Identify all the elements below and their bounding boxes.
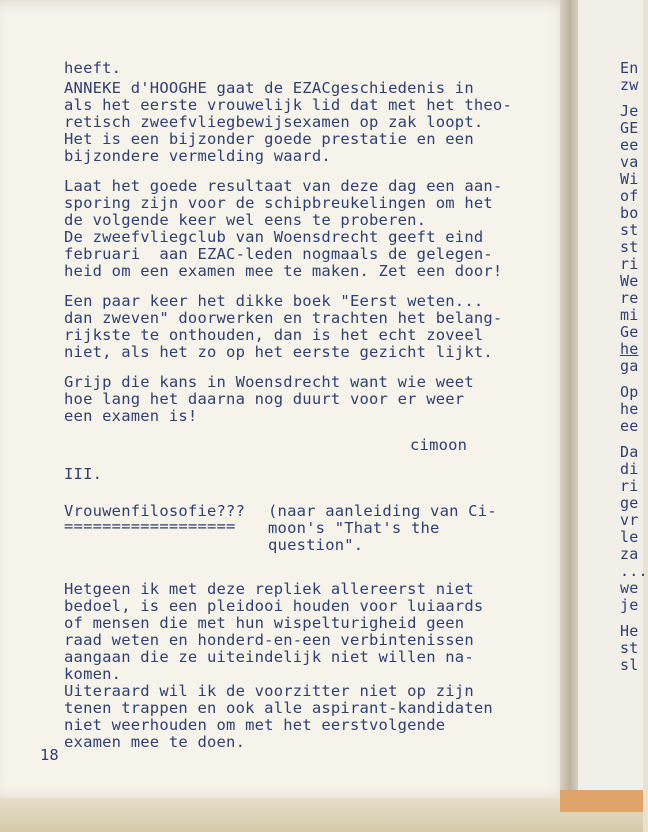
article-note: moon's "That's the	[268, 519, 440, 537]
right-page-fragment: ...	[620, 562, 648, 580]
right-page-fragment: We	[620, 272, 639, 290]
page-number: 18	[40, 746, 59, 764]
text-line: dan zweven" doorwerken en trachten het belang-	[64, 309, 503, 327]
text-line: rijkste te onthouden, dan is het echt zoveel	[64, 326, 484, 344]
right-page-fragment: ri	[620, 477, 639, 495]
right-page-fragment: st	[620, 238, 639, 256]
text-line: Laat het goede resultaat van deze dag een aan-	[64, 177, 503, 195]
right-page-fragment: ga	[620, 357, 639, 375]
right-page-fragment: GE	[620, 119, 639, 137]
right-page-fragment: bo	[620, 204, 639, 222]
right-page-fragment: di	[620, 460, 639, 478]
text-line: examen mee te doen.	[64, 733, 246, 751]
right-page-fragment: ee	[620, 136, 639, 154]
text-line: Een paar keer het dikke boek "Eerst weten...	[64, 292, 484, 310]
text-line: retisch zweefvliegbewijsexamen op zak loopt.	[64, 113, 484, 131]
article-note: (naar aanleiding van Ci-	[268, 502, 497, 520]
text-line: als het eerste vrouwelijk lid dat met het theo-	[64, 96, 512, 114]
right-page-fragment: Wi	[620, 170, 639, 188]
right-page-fragment: vr	[620, 511, 639, 529]
right-page-fragment: sl	[620, 656, 639, 674]
page-bottom-edge	[0, 798, 643, 832]
right-page-fragment: re	[620, 289, 639, 307]
text-line: raad weten en honderd-en-een verbintenissen	[64, 631, 474, 649]
right-page-fragment: st	[620, 639, 639, 657]
text-line: niet, als het zo op het eerste gezicht lijkt.	[64, 343, 493, 361]
text-line: heeft.	[64, 59, 122, 77]
section-number: III.	[64, 465, 103, 483]
right-page-fragment: va	[620, 153, 639, 171]
right-page-fragment: of	[620, 187, 639, 205]
right-page-fragment: za	[620, 545, 639, 563]
right-page-fragment: ri	[620, 255, 639, 273]
text-line: De zweefvliegclub van Woensdrecht geeft eind	[64, 228, 484, 246]
text-line: tenen trappen en ook alle aspirant-kandidaten	[64, 699, 493, 717]
text-line: niet weerhouden om met het eerstvolgende	[64, 716, 446, 734]
text-line: heid om een examen mee te maken. Zet een door!	[64, 262, 503, 280]
article-note: question".	[268, 536, 364, 554]
article-title: Vrouwenfilosofie???	[64, 502, 246, 520]
text-line: Uiteraard wil ik de voorzitter niet op zijn	[64, 682, 474, 700]
right-page-fragment: je	[620, 596, 639, 614]
right-page-fragment: we	[620, 579, 639, 597]
right-page-fragment: Ge	[620, 323, 639, 341]
right-page-fragment: he	[620, 400, 639, 418]
text-line: Hetgeen ik met deze repliek allereerst niet	[64, 580, 474, 598]
text-line: aangaan die ze uiteindelijk niet willen na-	[64, 648, 474, 666]
text-line: Het is een bijzonder goede prestatie en een	[64, 130, 474, 148]
right-page-fragment: Da	[620, 443, 639, 461]
right-page-fragment: mi	[620, 306, 639, 324]
text-line: bedoel, is een pleidooi houden voor luiaards	[64, 597, 484, 615]
text-line: de volgende keer wel eens te proberen.	[64, 211, 427, 229]
text-line: hoe lang het daarna nog duurt voor er weer	[64, 390, 465, 408]
right-page-fragment: Je	[620, 102, 639, 120]
right-page-fragment: ee	[620, 417, 639, 435]
text-line: ANNEKE d'HOOGHE gaat de EZACgeschiedenis in	[64, 79, 474, 97]
right-page-fragment: le	[620, 528, 639, 546]
text-line: een examen is!	[64, 407, 198, 425]
text-line: sporing zijn voor de schipbreukelingen om het	[64, 194, 493, 212]
text-line: komen.	[64, 665, 122, 683]
right-page-fragment: zw	[620, 76, 639, 94]
cover-edge	[560, 790, 643, 812]
right-page-fragment: He	[620, 622, 639, 640]
right-page-fragment: En	[620, 59, 639, 77]
author-signature: cimoon	[410, 436, 468, 454]
text-line: Grijp die kans in Woensdrecht want wie weet	[64, 373, 474, 391]
text-line: of mensen die met hun wispelturigheid geen	[64, 614, 465, 632]
text-line: bijzondere vermelding waard.	[64, 147, 331, 165]
right-page-fragment: Op	[620, 383, 639, 401]
right-page-fragment: ge	[620, 494, 639, 512]
right-page-fragment: he	[620, 340, 639, 358]
title-underline: ==================	[64, 517, 236, 535]
right-page-fragment: st	[620, 221, 639, 239]
text-line: februari aan EZAC-leden nogmaals de gelegen-	[64, 245, 493, 263]
